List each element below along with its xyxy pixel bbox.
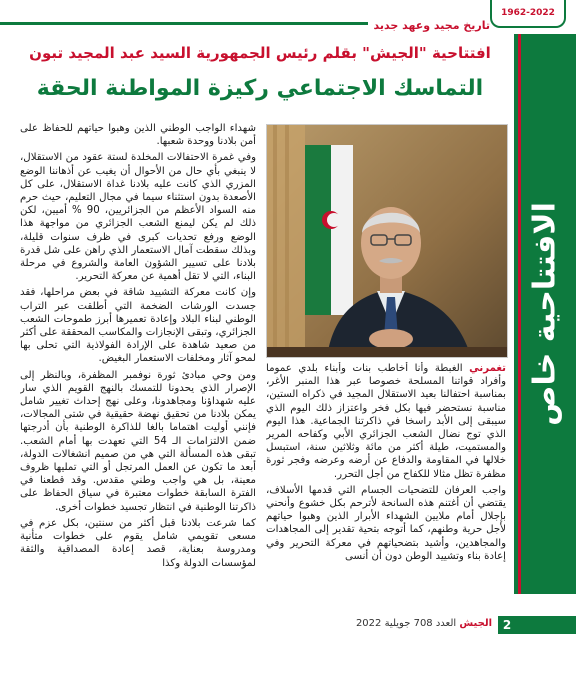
text-column-left <box>20 122 256 612</box>
paragraph-lead <box>266 362 506 481</box>
article-kicker: افتتاحية "الجيش" بقلم رئيس الجمهورية السيد عبد المجيد تبون <box>29 44 491 62</box>
sidebar-stripe <box>518 34 521 594</box>
anniversary-years: 1962-2022 <box>501 8 555 18</box>
paragraph: وإن كانت معركة التشييد شاقة في بعض مراحلها، فقد جسدت الورشات الضخمة التي أطلقت عبر التراب الوطني لبناء البلاد وإعادة تعميرها أبرز طموحات الشعب الجزائري، وتبقى الإنجازات والمكاسب المحققة على أكثر من صعيد شاهدة على الإرادة الفولاذية التي تحلى بها لمحو آثار ومخلفات الاستعمار البغيض. <box>20 287 256 365</box>
issue-info: العدد 708 جويلية 2022 <box>355 618 457 629</box>
section-sidebar <box>514 34 576 594</box>
top-bar <box>0 0 576 34</box>
paragraph: كما شرعت بلادنا قبل أكثر من سنتين، بكل عزم في مسعى تقويمي شامل يقوم على خطوات متأنية ومدروسة بعناية، قصد إعادة المصداقية والثقة لمؤسسات الدولة وكذا <box>20 517 256 569</box>
sidebar-label: الافتتاحية خاص <box>527 202 563 426</box>
president-photo <box>266 124 508 358</box>
footer-issue-info <box>356 618 492 629</box>
magazine-name: الجيش <box>459 618 492 629</box>
portrait-illustration <box>267 125 507 357</box>
anniversary-badge <box>490 0 566 28</box>
page-footer <box>0 616 576 634</box>
page-number: 2 <box>498 616 516 634</box>
paragraph: ومن وحي مبادئ ثورة نوفمبر المظفرة، وبالنظر إلى الإصرار الذي يحدونا للتمسك بالنهج القويم الذي سار عليه شهداؤنا ومجاهدونا، وعلى نهج إحداث تغيير شامل يمكن بلادنا من تحقيق نهضة حقيقية في شتى المجالات، فإنني أوليت اهتماما بالغا للذاكرة الوطنية بأن أدرجتها ضمن الالتزامات الـ 54 التي تعهدت بها أمام الشعب. تبقى هذه المسألة التي هي من صميم انشغالات الدولة، أبعد ما تكون عن العمل المرتجل أو التي تمليها ظروف معينة، بل هي واجب وطني مقدس. وقد قطعنا في الفترة السابقة خطوات معتبرة في سياق الحفاظ على ذاكرتنا الوطنية في انتظار تجسيد خطوات أخرى. <box>20 369 256 513</box>
section-tag: تاريخ مجيد وعهد جديد <box>368 16 496 36</box>
paragraph: وفي غمرة الاحتفالات المخلدة لستة عقود من الاستقلال، لا ينبغي بأي حال من الأحوال أن يغيب عن أذهاننا الوضع المزري الذي كانت عليه بلادنا غداة الاستقلال، على كل الأصعدة بدون استثناء سيما في مجال التعليم، حيث حرم منه السواد الأعظم من الجزائريين، 90 % أميين، لكن ذلك لم يكن ليمنع الشعب الجزائري من مواجهة هذا الوضع ورفع تحديات كبرى في ظرف سنوات قليلة، وبذلك سقطت آمال الاستعمار الذي راهن على شل قدرة بلادنا على تسيير الشؤون العامة والشروع في مرحلة البناء، التي لا تقل أهمية عن معركة التحرير. <box>20 152 256 283</box>
paragraph: الغبطة وأنا أخاطب بنات وأبناء بلدي عموما وأفراد قواتنا المسلحة خصوصا عبر هذا المنبر الأغر، بمناسبة احتفالنا بعيد الاستقلال المجيد في ذكراه الستين، مناسبة نستحضر فيها بكل فخر واعتزاز ذلك اليوم الذي سيبقى إلى الأبد راسخا في ذاكرتنا الجماعية. هذا اليوم الذي توج نضال الشعب الجزائري الأبي وكفاحه المرير والمستميت، طيلة أكثر من مائة وثلاثين سنة، استبسل خلالها في المقاومة والدفاع عن أرضه وعرضه وفجر ثورة مظفرة تظل مثالا للكفاح من أجل التحرر. <box>266 363 506 480</box>
lead-word: تغمرني <box>469 363 506 374</box>
article-headline: التماسك الاجتماعي ركيزة المواطنة الحقة <box>36 76 484 101</box>
paragraph: شهداء الواجب الوطني الذين وهبوا حياتهم للحفاظ على أمن بلادنا ووحدة شعبها. <box>20 123 256 148</box>
text-column-right <box>266 362 506 612</box>
paragraph: واجب العرفان للتضحيات الجسام التي قدمها الأسلاف، يقتضي أن أغتنم هذه السانحة لأترحم بكل خشوع وأنحني بإجلال أمام ملايين الشهداء الأبرار الذين وهبوا حياتهم لأجل حرية وطنهم، كما أتوجه بتحية تقدير إلى المجاهدات والمجاهدين، وأشيد بتضحياتهم في معركة التحرير وفي إعادة بناء وتشييد الوطن دون أن أنسى <box>266 484 506 562</box>
